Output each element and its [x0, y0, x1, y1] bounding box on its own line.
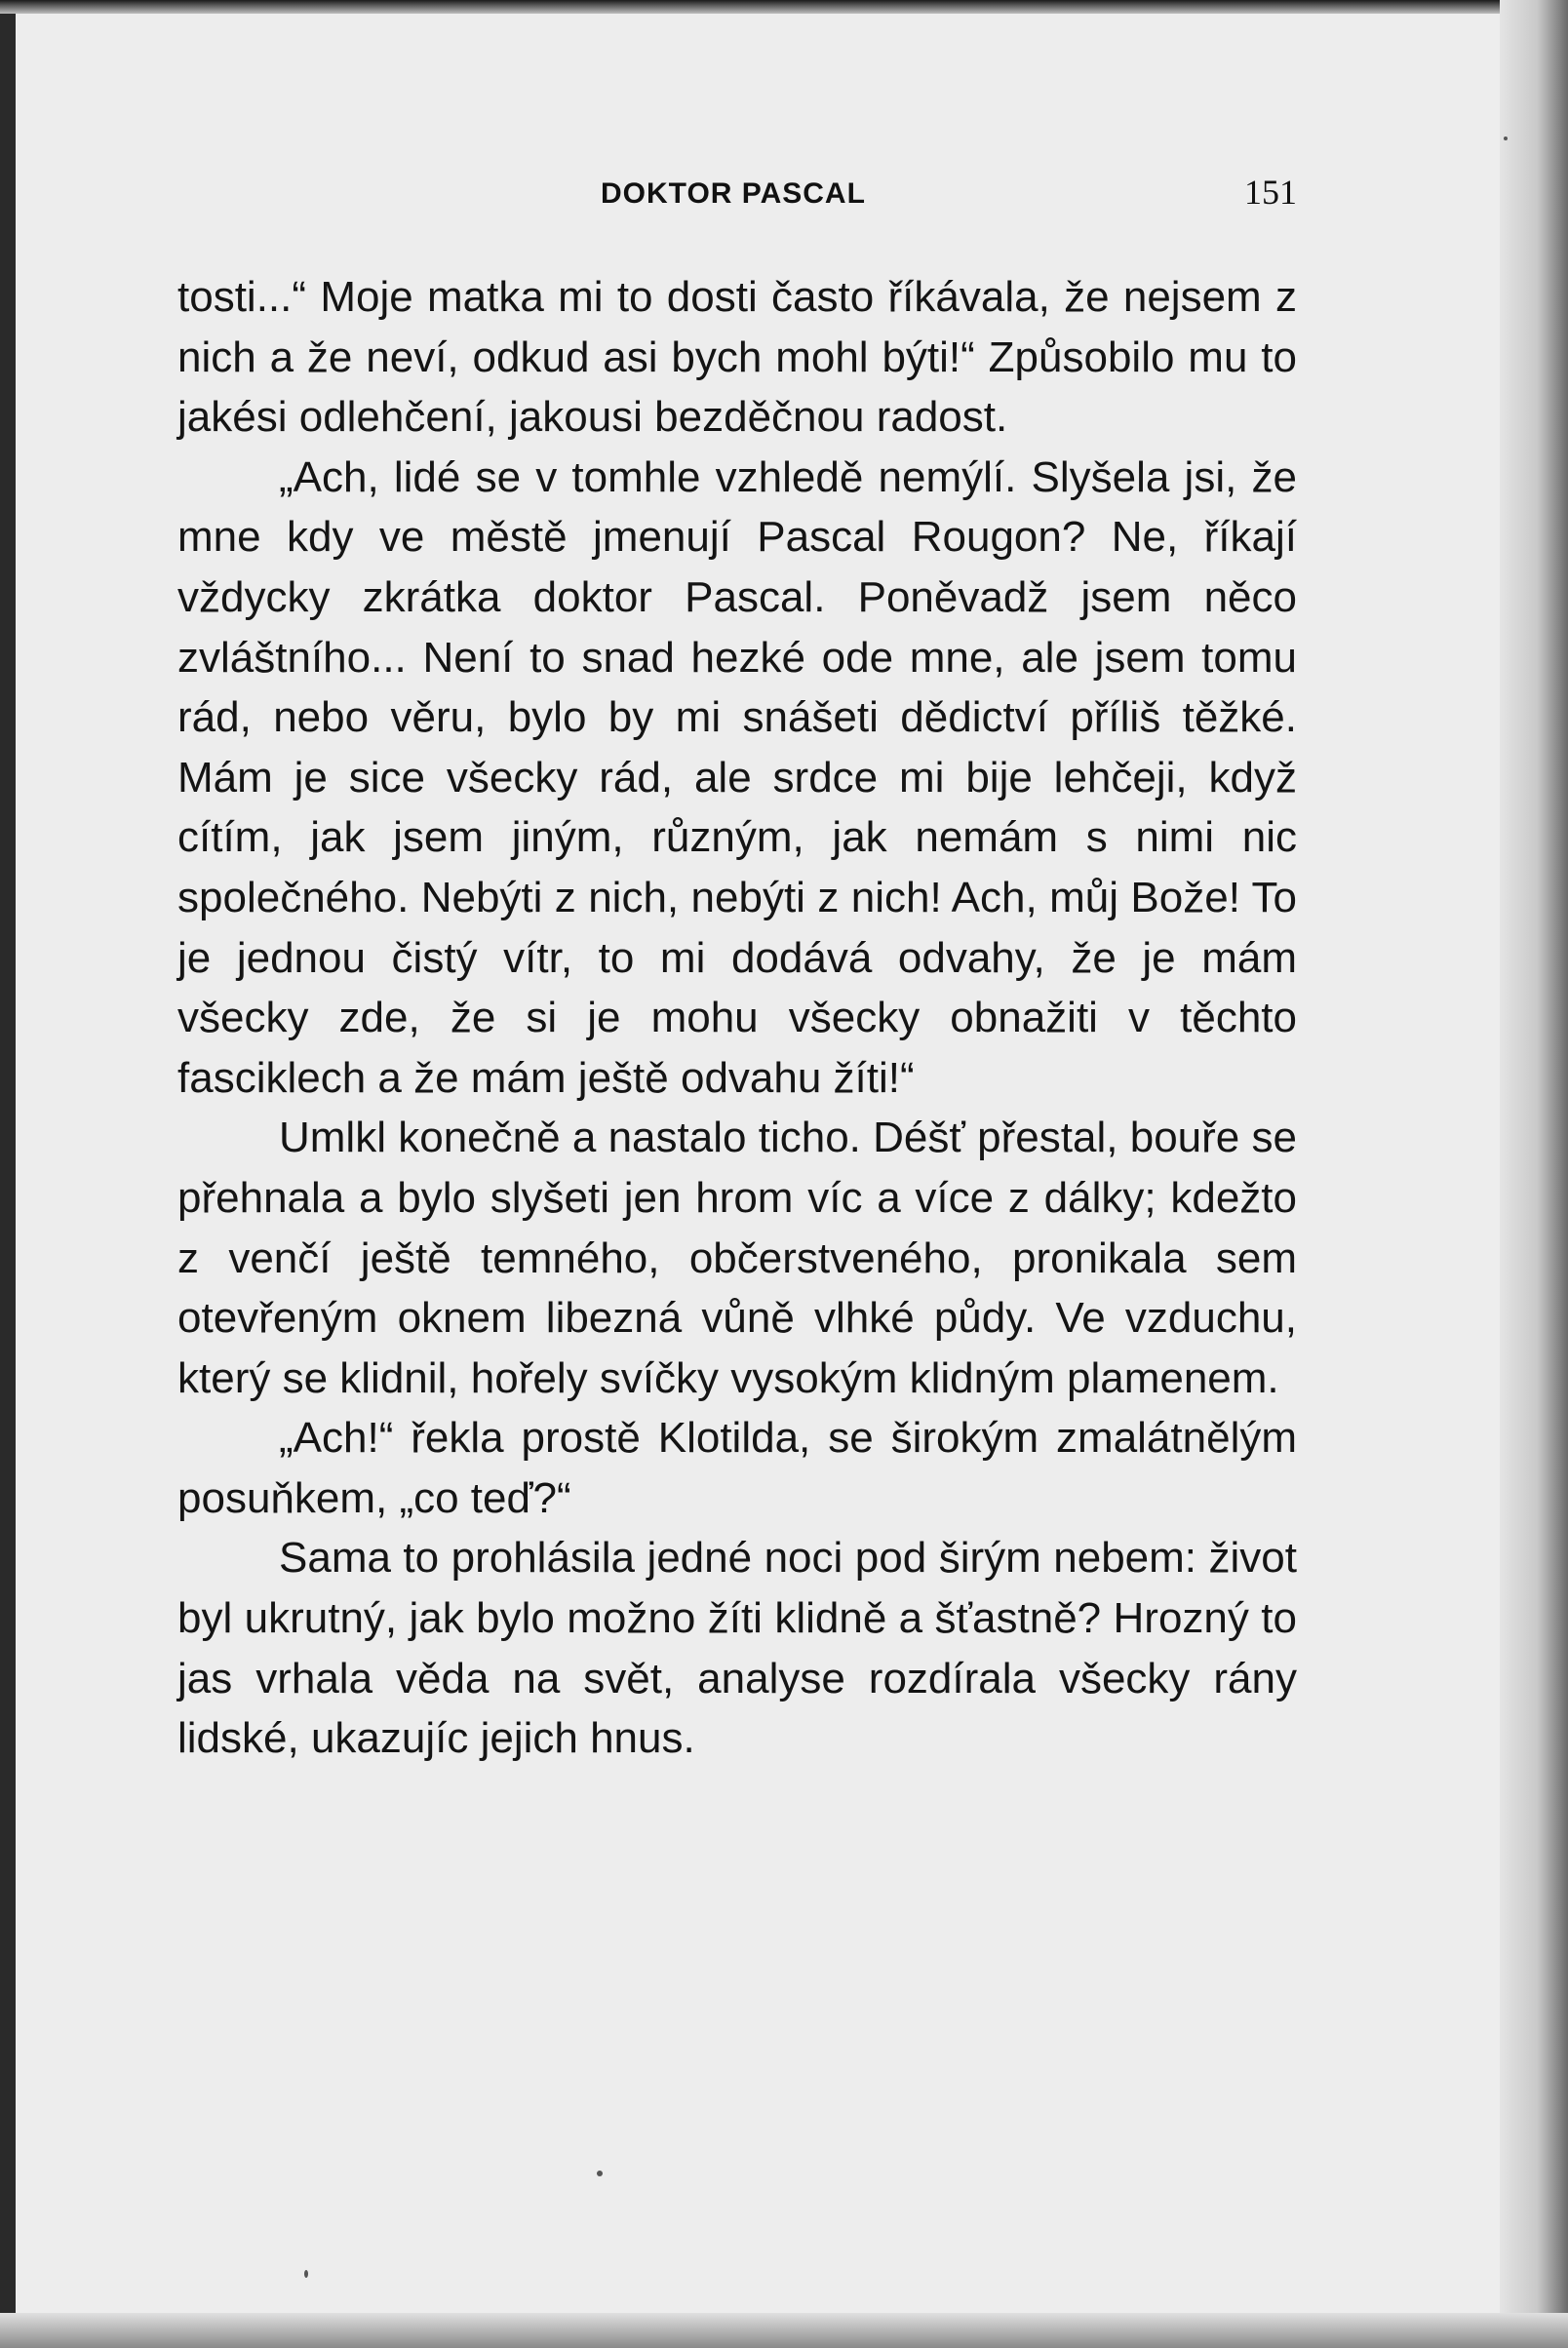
scan-speck: [304, 2270, 308, 2278]
page-header: [177, 172, 1297, 220]
paragraph-4: „Ach!“ řekla prostě Klotilda, se širokým zmalátnělým posuňkem, „co teď?“: [177, 1414, 1297, 1522]
body-text: [177, 267, 1297, 1769]
scan-edge-left: [0, 0, 16, 2348]
paragraph-1: tosti...“ Moje matka mi to dosti často říkávala, že nejsem z nich a že neví, odkud asi bych mohl býti!“ Způsobilo mu to jakési odlehčení, jakousi bezděčnou radost.: [177, 273, 1297, 442]
paragraph-2: „Ach, lidé se v tomhle vzhledě nemýlí. Slyšela jsi, že mne kdy ve městě jmenují Pascal Rougon? Ne, říkají vždycky zkrátka doktor Pascal. Poněvadž jsem něco zvláštního... Není to snad hezké ode mne, ale jsem tomu rád, nebo věru, bylo by mi snášeti dědictví příliš těžké. Mám je sice všecky rád, ale srdce mi bije lehčeji, když cítím, jak jsem jiným, různým, jak nemám s nimi nic společného. Nebýti z nich, nebýti z nich! Ach, můj Bože! To je jednou čistý vítr, to mi dodává odvahy, že je mám všecky zde, že si je mohu všecky obnažiti v těchto fasciklech a že mám ještě odvahu žíti!“: [177, 452, 1297, 1102]
paragraph-5: Sama to prohlásila jedné noci pod širým nebem: život byl ukrutný, jak bylo možno žíti klidně a šťastně? Hrozný to jas vrhala věda na svět, analyse rozdírala všecky rány lidské, ukazujíc jejich hnus.: [177, 1534, 1297, 1763]
running-head: DOKTOR PASCAL: [601, 177, 866, 210]
scan-speck: [597, 2171, 603, 2176]
scan-edge-top: [0, 0, 1568, 14]
page-number: 151: [1244, 173, 1297, 212]
scan-speck: [1504, 137, 1508, 140]
scan-edge-right: [1500, 0, 1568, 2348]
scan-edge-bottom: [0, 2313, 1568, 2348]
paragraph-3: Umlkl konečně a nastalo ticho. Déšť přestal, bouře se přehnala a bylo slyšeti jen hrom víc a více z dálky; kdežto z venčí ještě temného, občerstveného, pronikala sem otevřeným oknem libezná vůně vlhké půdy. Ve vzduchu, který se klidnil, hořely svíčky vysokým klidným plamenem.: [177, 1114, 1297, 1402]
